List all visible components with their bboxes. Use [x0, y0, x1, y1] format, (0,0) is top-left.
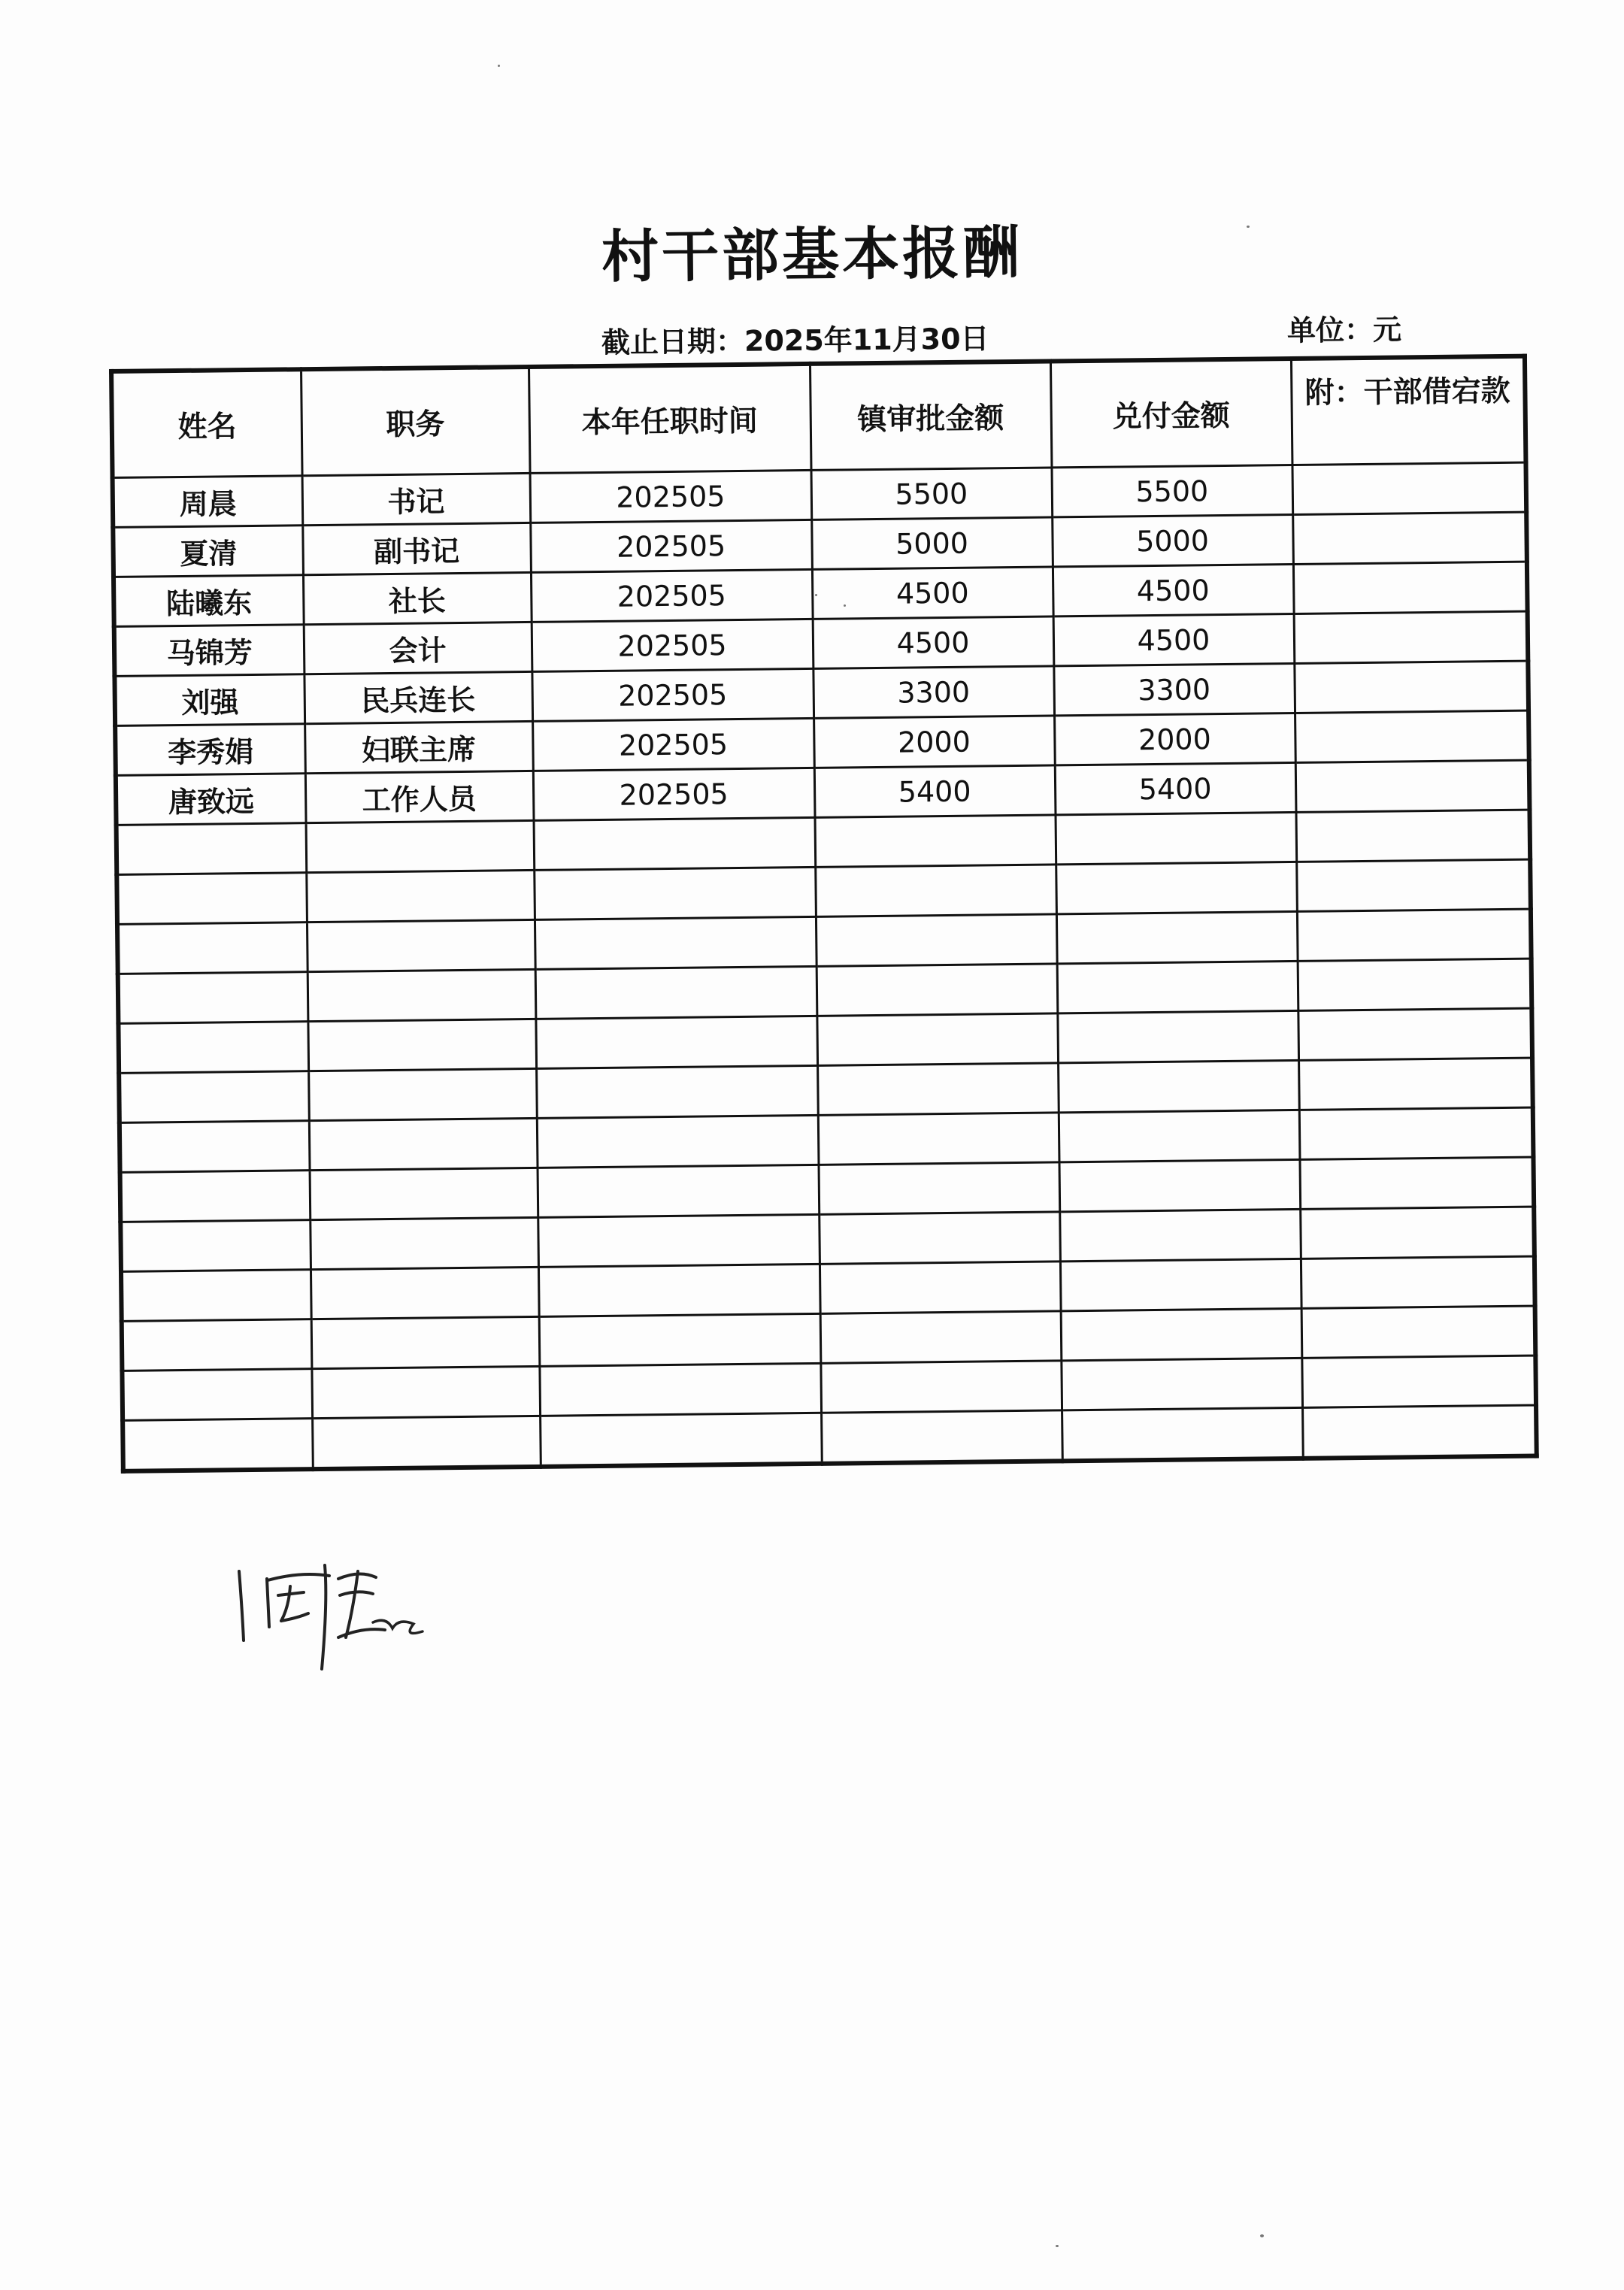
cell-position: [312, 1416, 541, 1469]
table-header-row: [111, 356, 1526, 478]
cell-name: [117, 823, 307, 875]
cell-cadre-loans: [1295, 810, 1530, 862]
cell-name: 唐致远: [116, 774, 306, 825]
cell-position: [307, 919, 535, 971]
cell-name: 夏清: [113, 526, 303, 577]
cell-paid-amount: 5400: [1055, 762, 1296, 814]
cell-approved-amount: 2000: [814, 716, 1055, 768]
unit-label: 单位：元: [1286, 313, 1402, 347]
cell-position: [306, 820, 535, 872]
cell-tenure: 202505: [532, 668, 814, 721]
cell-tenure: [534, 867, 816, 919]
cell-cadre-loans: [1293, 562, 1528, 613]
cell-tenure: [535, 1016, 817, 1068]
cell-paid-amount: [1058, 1060, 1299, 1112]
cell-tenure: [535, 916, 817, 969]
compensation-table-container: [109, 354, 1535, 1474]
cell-approved-amount: [815, 815, 1056, 867]
cell-paid-amount: [1059, 1110, 1300, 1162]
cell-paid-amount: 4500: [1053, 613, 1295, 665]
cell-paid-amount: 2000: [1054, 713, 1295, 765]
cell-cadre-loans: [1298, 1008, 1532, 1060]
cell-cadre-loans: [1298, 959, 1532, 1010]
scan-speck: [815, 594, 817, 596]
header-paid-amount: 兑付金额: [1050, 359, 1292, 468]
cell-name: [122, 1369, 312, 1421]
scan-speck: [1056, 2245, 1059, 2247]
page-title: 村干部基本报酬: [601, 219, 1023, 290]
header-approved-amount: 镇审批金额: [810, 361, 1052, 470]
header-name: 姓名: [111, 369, 302, 477]
cell-approved-amount: 4500: [812, 567, 1053, 619]
cell-position: [308, 1068, 537, 1120]
cell-tenure: 202505: [530, 470, 812, 523]
cell-name: 马锦芳: [114, 625, 304, 677]
cell-name: 李秀娟: [115, 724, 305, 776]
cell-name: [120, 1171, 311, 1222]
cell-name: 周晨: [113, 476, 303, 528]
cell-paid-amount: 5500: [1051, 465, 1292, 516]
cell-tenure: [538, 1214, 820, 1267]
cell-cadre-loans: [1299, 1157, 1534, 1209]
cell-cadre-loans: [1301, 1356, 1536, 1407]
cell-name: [122, 1319, 312, 1371]
cell-tenure: 202505: [530, 519, 812, 572]
cell-cadre-loans: [1301, 1256, 1535, 1308]
cell-cadre-loans: [1294, 661, 1529, 713]
cell-tenure: 202505: [532, 619, 814, 671]
scan-speck: [1247, 226, 1250, 228]
cell-cadre-loans: [1294, 611, 1529, 663]
cell-position: 工作人员: [305, 771, 534, 822]
cell-approved-amount: [817, 1013, 1058, 1065]
cell-paid-amount: [1061, 1308, 1302, 1360]
cell-tenure: 202505: [533, 768, 815, 820]
cell-position: [311, 1267, 539, 1319]
cell-name: [118, 972, 308, 1024]
cell-cadre-loans: [1292, 462, 1526, 514]
cell-cadre-loans: [1300, 1207, 1535, 1259]
cell-approved-amount: 3300: [813, 666, 1054, 718]
cell-approved-amount: [821, 1410, 1062, 1464]
cell-paid-amount: 4500: [1053, 564, 1294, 616]
cell-tenure: [536, 1065, 818, 1118]
cell-paid-amount: [1059, 1159, 1300, 1211]
cell-tenure: 202505: [532, 718, 814, 771]
cell-tenure: [538, 1165, 820, 1217]
cell-position: 会计: [304, 622, 532, 674]
cell-tenure: 202505: [531, 569, 813, 622]
cell-position: [310, 1217, 538, 1269]
cell-paid-amount: [1055, 812, 1296, 864]
header-cadre-loans: 附：干部借宕款: [1291, 356, 1526, 465]
cell-position: 妇联主席: [304, 721, 533, 773]
cell-tenure: [540, 1413, 822, 1467]
cell-position: 书记: [302, 473, 531, 525]
cell-position: [309, 1118, 538, 1170]
cell-name: [120, 1121, 310, 1173]
scan-speck: [844, 604, 846, 607]
cell-cadre-loans: [1299, 1107, 1534, 1159]
cell-approved-amount: [815, 865, 1056, 916]
cell-cadre-loans: [1298, 1058, 1533, 1110]
cell-approved-amount: [817, 1063, 1059, 1115]
table-body: [113, 462, 1537, 1471]
cell-name: [121, 1270, 311, 1322]
cell-name: [117, 922, 308, 974]
cutoff-date: 截止日期：2025年11月30日: [601, 322, 989, 359]
cell-approved-amount: 5000: [811, 517, 1053, 569]
cell-paid-amount: 3300: [1053, 663, 1295, 715]
cell-paid-amount: [1059, 1209, 1301, 1261]
cell-approved-amount: [816, 914, 1057, 966]
cell-cadre-loans: [1297, 909, 1532, 961]
cell-cadre-loans: [1296, 859, 1531, 911]
cell-position: 民兵连长: [304, 671, 532, 723]
cell-tenure: [537, 1115, 819, 1168]
cell-approved-amount: [820, 1311, 1062, 1363]
cell-paid-amount: [1056, 862, 1297, 913]
cell-cadre-loans: [1292, 512, 1527, 564]
cell-position: [308, 969, 536, 1021]
cell-approved-amount: [819, 1162, 1060, 1214]
cell-approved-amount: [818, 1113, 1059, 1165]
cell-position: [311, 1316, 540, 1368]
cell-position: 社长: [303, 572, 532, 624]
cell-approved-amount: 5500: [811, 468, 1053, 519]
cell-tenure: [539, 1363, 821, 1416]
header-position: 职务: [301, 367, 530, 476]
cell-approved-amount: [817, 964, 1058, 1016]
cell-paid-amount: 5000: [1052, 514, 1293, 566]
cell-paid-amount: [1062, 1407, 1303, 1461]
cell-tenure: [539, 1313, 821, 1366]
cell-name: [117, 873, 307, 925]
cell-paid-amount: [1057, 961, 1298, 1013]
handwritten-signature: [226, 1549, 436, 1677]
cell-name: [123, 1419, 313, 1471]
header-tenure: 本年任职时间: [529, 364, 811, 474]
cell-cadre-loans: [1295, 710, 1529, 762]
scan-speck: [498, 65, 500, 67]
cell-name: 陆曦东: [114, 575, 304, 627]
compensation-table: [109, 354, 1539, 1474]
cell-approved-amount: 4500: [813, 616, 1054, 668]
cell-cadre-loans: [1301, 1306, 1536, 1358]
cell-tenure: [535, 966, 817, 1019]
scan-speck: [1260, 2234, 1264, 2237]
cell-name: [118, 1022, 308, 1074]
cell-name: [119, 1071, 309, 1123]
cell-approved-amount: [820, 1361, 1062, 1413]
cell-paid-amount: [1060, 1259, 1301, 1310]
cell-position: [306, 870, 535, 922]
cell-name: 刘强: [114, 674, 304, 726]
cell-tenure: [538, 1264, 820, 1316]
cell-approved-amount: [820, 1262, 1061, 1313]
cell-tenure: [534, 817, 816, 870]
cell-paid-amount: [1057, 1010, 1298, 1062]
cell-position: [311, 1366, 540, 1418]
cell-position: [310, 1168, 538, 1219]
cell-position: [308, 1019, 536, 1071]
cell-approved-amount: [819, 1212, 1060, 1264]
cell-cadre-loans: [1302, 1405, 1537, 1459]
cell-paid-amount: [1056, 911, 1298, 963]
cell-approved-amount: 5400: [814, 765, 1056, 817]
cell-paid-amount: [1061, 1358, 1302, 1410]
cell-position: 副书记: [302, 523, 531, 574]
cell-name: [120, 1220, 311, 1272]
cell-cadre-loans: [1295, 760, 1530, 812]
